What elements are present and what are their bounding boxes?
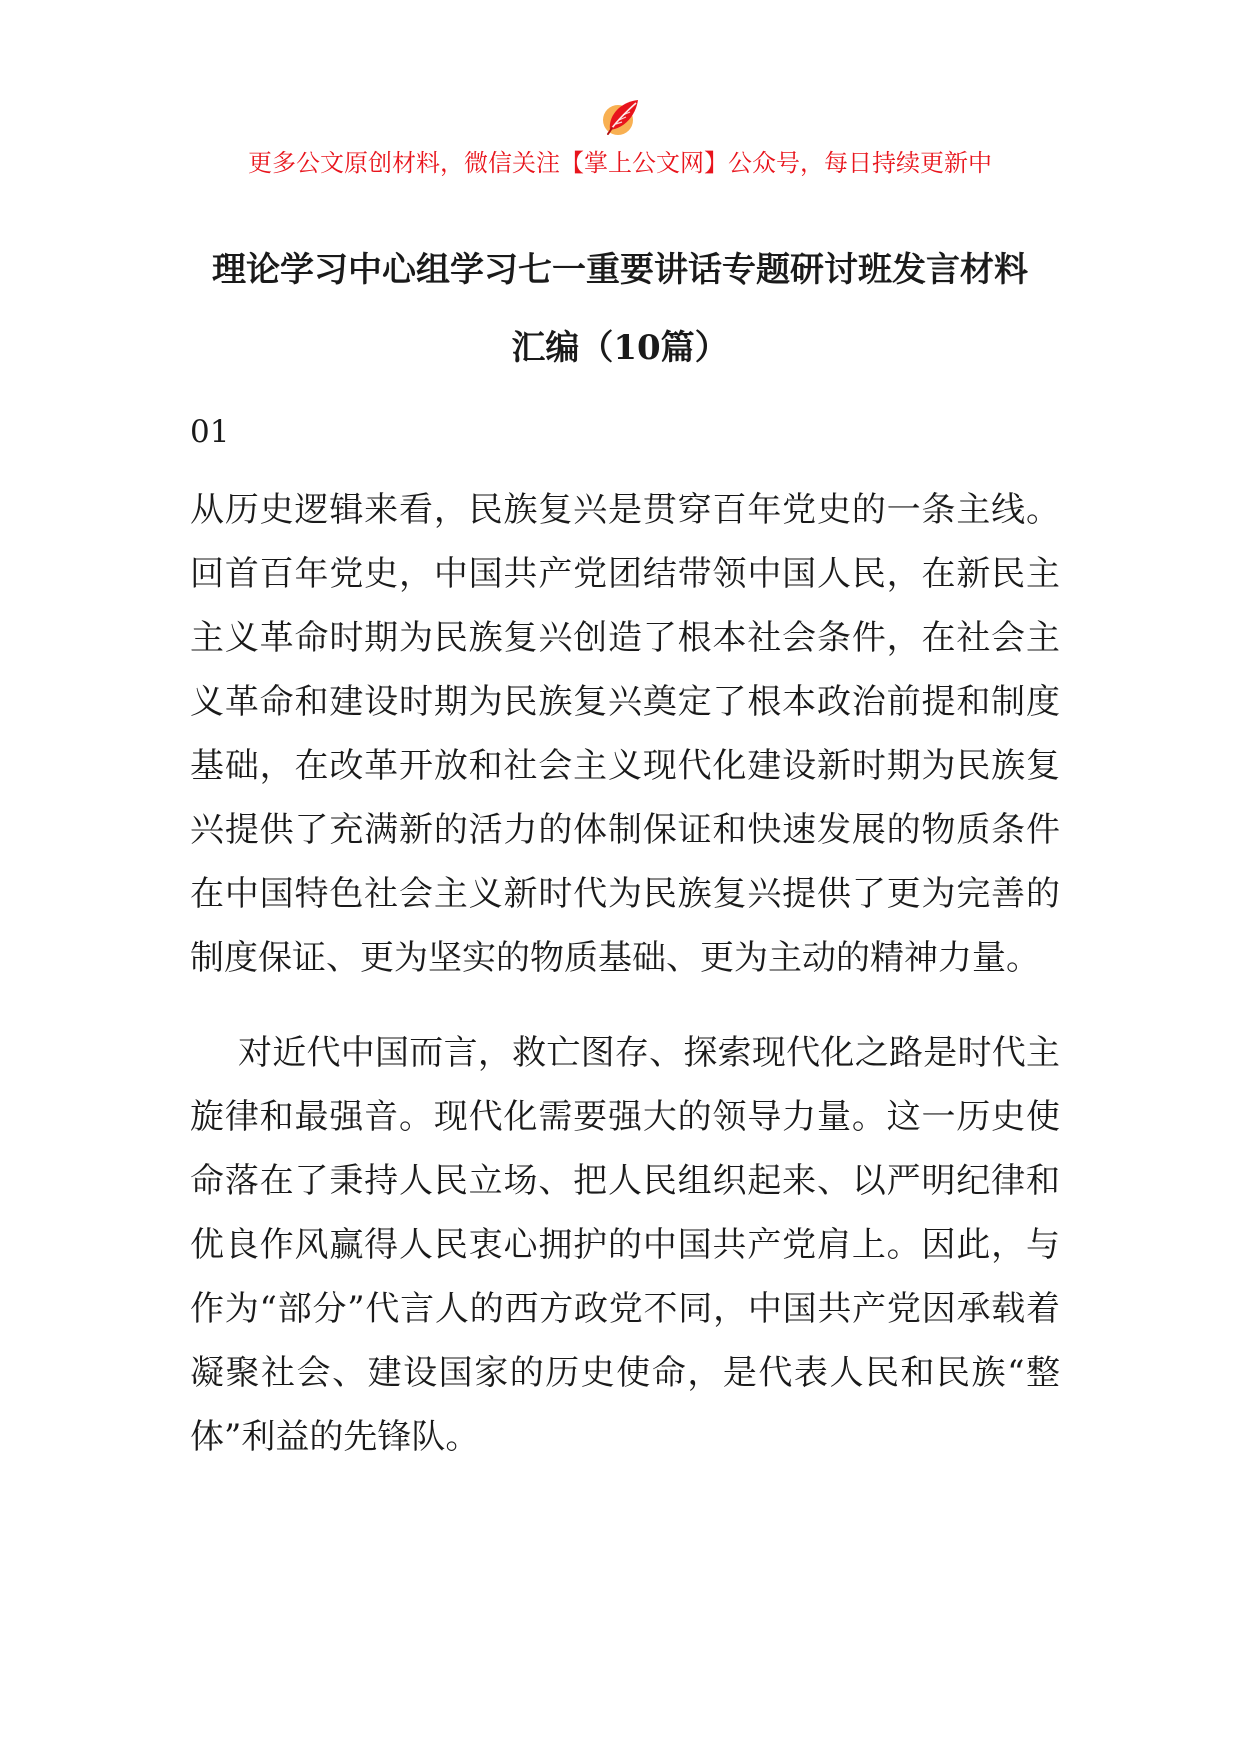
body-paragraph: 对近代中国而言，救亡图存、探索现代化之路是时代主旋律和最强音。现代化需要强大的领导力量。这一历史使命落在了秉持人民立场、把人民组织起来、以严明纪律和优良作风赢得人民衷心拥护的中国共产党肩上。因此，与作为“部分”代言人的西方政党不同，中国共产党因承载着凝聚社会、建设国家的历史使命，是代表人民和民族“整体”利益的先锋队。 [190, 1033, 1060, 1457]
document-title-line-1: 理论学习中心组学习七一重要讲话专题研讨班发言材料 [212, 250, 1028, 290]
document-title-line-2: 汇编（10篇） [511, 328, 729, 368]
body-paragraph: 从历史逻辑来看，民族复兴是贯穿百年党史的一条主线。回首百年党史，中国共产党团结带领中国人民，在新民主主义革命时期为民族复兴创造了根本社会条件，在社会主义革命和建设时期为民族复兴奠定了根本政治前提和制度基础，在改革开放和社会主义现代化建设新时期为民族复兴提供了充满新的活力的体制保证和快速发展的物质条件在中国特色社会主义新时代为民族复兴提供了更为完善的制度保证、更为坚实的物质基础、更为主动的精神力量。 [190, 490, 1060, 978]
section-number: 01 [190, 414, 230, 450]
quill-leaf-icon [598, 94, 644, 140]
promo-banner: 更多公文原创材料，微信关注【掌上公文网】公众号，每日持续更新中 [248, 149, 992, 177]
